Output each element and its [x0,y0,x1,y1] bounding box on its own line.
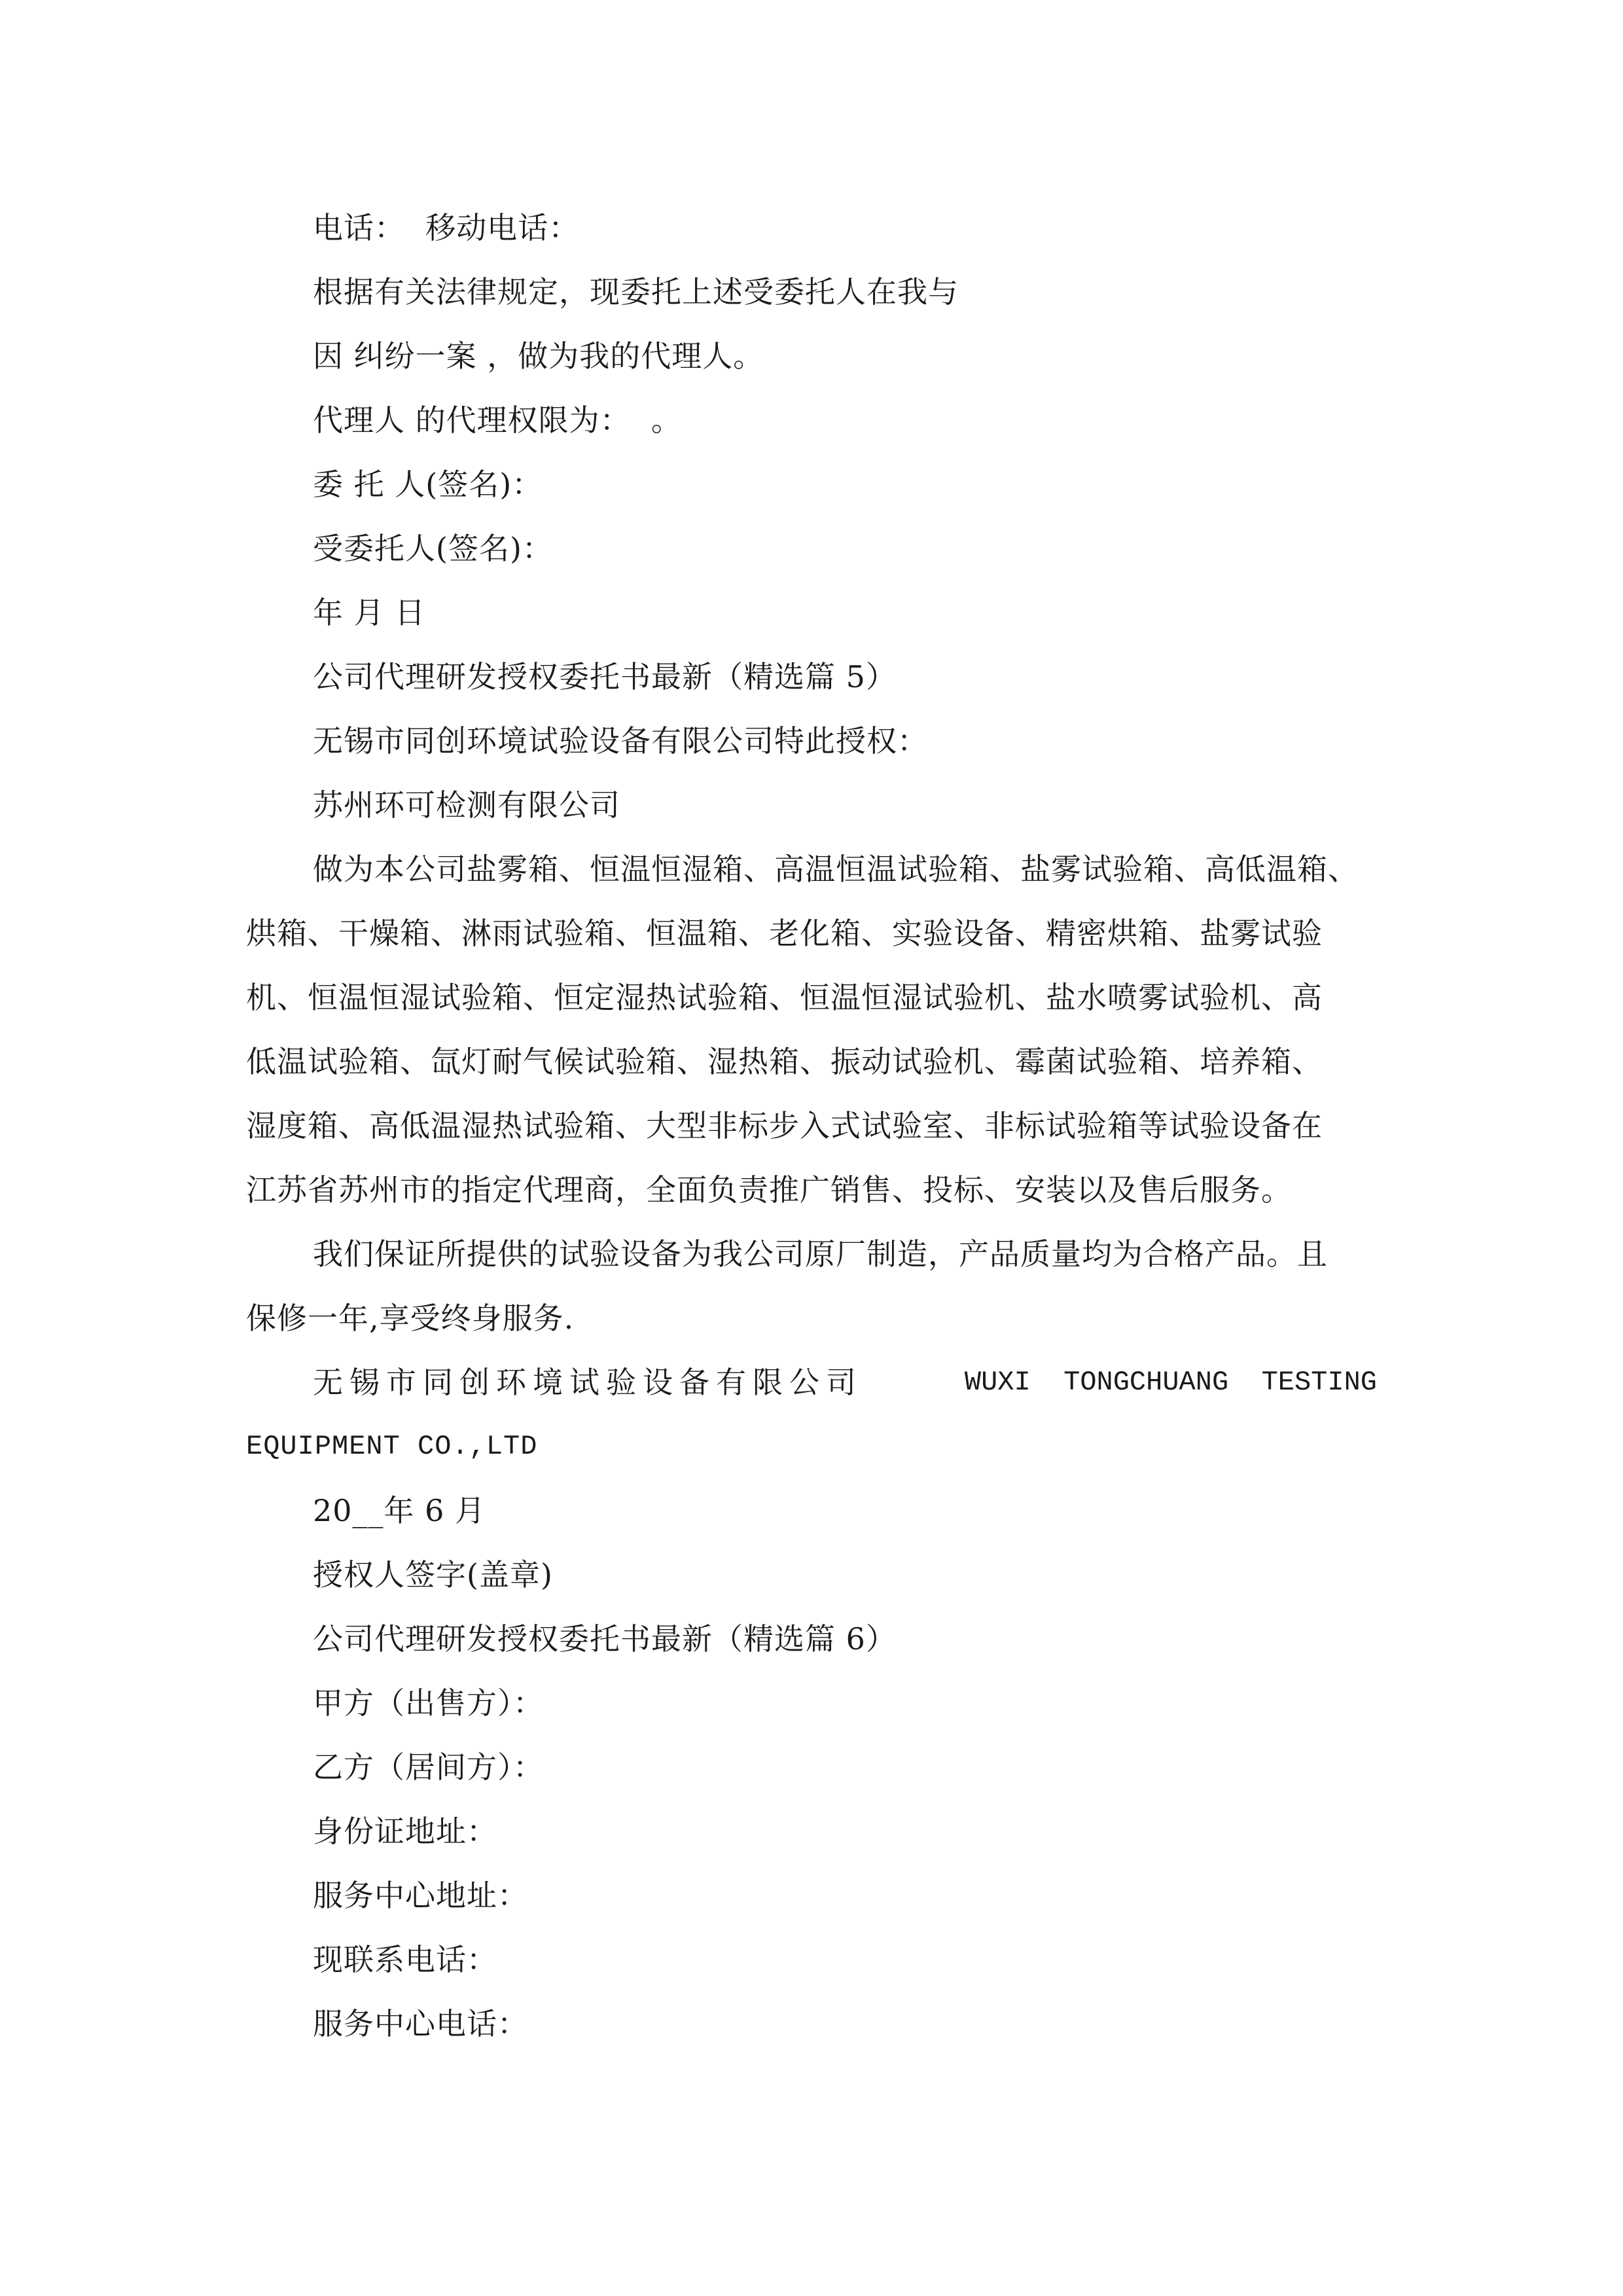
company-name-en-part-1: WUXI TONGCHUANG TESTING [964,1367,1377,1398]
phone-line: 电话： 移动电话： [313,210,580,245]
principal-sign-line: 委 托 人(签名)： [313,467,543,502]
body-paragraph-1-line-3: 机、恒温恒湿试验箱、恒定湿热试验箱、恒温恒湿试验机、盐水喷雾试验机、高 [246,980,1323,1015]
date-june-line: 20__年 6 月 [313,1493,486,1528]
service-address-line: 服务中心地址： [313,1878,528,1913]
signature-seal-line: 授权人签字(盖章) [313,1557,553,1592]
company-name-cn: 无锡市同创环境试验设备有限公司 [313,1365,863,1400]
dispute-line: 因 纠纷一案 ，做为我的代理人。 [313,338,764,374]
body-paragraph-1-line-5: 湿度箱、高低温湿热试验箱、大型非标步入式试验室、非标试验箱等试验设备在 [246,1108,1323,1143]
party-a-line: 甲方（出售方）： [313,1685,544,1721]
contact-phone-line: 现联系电话： [313,1942,497,1977]
body-paragraph-1-line-1: 做为本公司盐雾箱、恒温恒湿箱、高温恒温试验箱、盐雾试验箱、高低温箱、 [313,852,1359,887]
agent-sign-line: 受委托人(签名)： [313,531,553,566]
company-name-line [313,1363,1377,1402]
service-phone-line: 服务中心电话： [313,2006,528,2041]
id-address-line: 身份证地址： [313,1814,497,1849]
authorized-company-line: 苏州环可检测有限公司 [313,787,620,823]
body-paragraph-2-line-2: 保修一年,享受终身服务. [246,1300,575,1336]
body-paragraph-1-line-2: 烘箱、干燥箱、淋雨试验箱、恒温箱、老化箱、实验设备、精密烘箱、盐雾试验 [246,916,1323,951]
party-b-line: 乙方（居间方）： [313,1749,544,1785]
authorizer-line: 无锡市同创环境试验设备有限公司特此授权： [313,723,928,759]
section-title-5: 公司代理研发授权委托书最新（精选篇 5） [313,659,897,694]
company-name-en-part-2: EQUIPMENT CO.,LTD [246,1431,538,1462]
according-line: 根据有关法律规定，现委托上述受委托人在我与 [313,274,959,310]
date-blank-line: 年 月 日 [313,595,426,630]
body-paragraph-1-line-4: 低温试验箱、氙灯耐气候试验箱、湿热箱、振动试验机、霉菌试验箱、培养箱、 [246,1044,1323,1079]
body-paragraph-2-line-1: 我们保证所提供的试验设备为我公司原厂制造，产品质量均为合格产品。且 [313,1236,1328,1272]
authority-line: 代理人 的代理权限为： 。 [313,403,682,438]
section-title-6: 公司代理研发授权委托书最新（精选篇 6） [313,1621,897,1657]
body-paragraph-1-line-6: 江苏省苏州市的指定代理商，全面负责推广销售、投标、安装以及售后服务。 [246,1172,1292,1208]
